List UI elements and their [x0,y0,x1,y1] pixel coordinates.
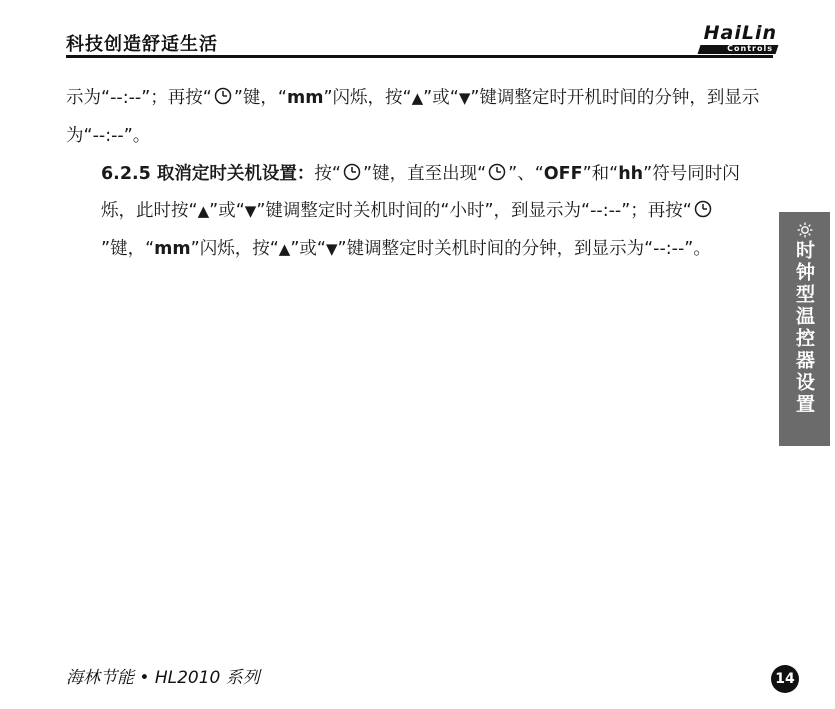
text-run: ”键调整定时关机时间的“小时”，到显示为“--:--”；再按“ [256,201,692,222]
text-run: 示为“--:--”；再按“ [66,88,212,108]
off-label: OFF [543,163,583,184]
mm-label: mm [154,239,191,260]
down-arrow-icon: ▼ [458,89,471,107]
text-run: ”键，“ [101,239,155,260]
paragraph-2 [66,156,766,269]
up-arrow-icon: ▲ [278,240,291,259]
logo-word: HaiLin [703,22,777,44]
text-run: ”闪烁，按“ [323,88,412,108]
side-tab-label: 时钟型温控器设置 [793,240,815,416]
logo-sub: Controls [727,44,773,53]
text-run: ”键调整定时关机时间的分钟，到显示为“--:--”。 [337,239,711,260]
body-text [66,80,766,269]
header-slogan: 科技创造舒适生活 [66,34,218,55]
text-run: ”或“ [290,239,326,260]
clock-icon [694,200,712,218]
up-arrow-icon: ▲ [197,202,210,221]
paragraph-1 [66,80,766,156]
text-run: ”键，直至出现“ [363,163,487,184]
footer-series: 海林节能 • HL2010 系列 [66,668,260,688]
text-run: ”键调整定时开机时间的分钟，到显示为“--:--”。 [66,88,760,146]
text-run: ”或“ [209,201,245,222]
sun-icon [797,222,813,238]
clock-icon [214,87,232,105]
clock-icon [343,163,361,181]
text-run: ”闪烁，按“ [190,239,279,260]
section-heading: 6.2.5 取消定时关机设置： [101,163,315,184]
down-arrow-icon: ▼ [244,202,257,221]
text-run: 按“ [314,163,341,184]
clock-icon [488,163,506,181]
text-run: ”、“ [508,163,544,184]
down-arrow-icon: ▼ [325,240,338,259]
text-run: ”键，“ [233,88,287,108]
text-run: ”符号同时闪烁，此时按“ [101,163,740,222]
side-section-tab [779,212,830,446]
mm-label: mm [287,88,324,108]
text-run: ”或“ [423,88,459,108]
header-divider [66,55,773,58]
hailin-logo [691,22,777,54]
text-run: ”和“ [582,163,619,184]
up-arrow-icon: ▲ [411,89,424,107]
hh-label: hh [618,163,644,184]
page-number-badge: 14 [771,665,799,693]
